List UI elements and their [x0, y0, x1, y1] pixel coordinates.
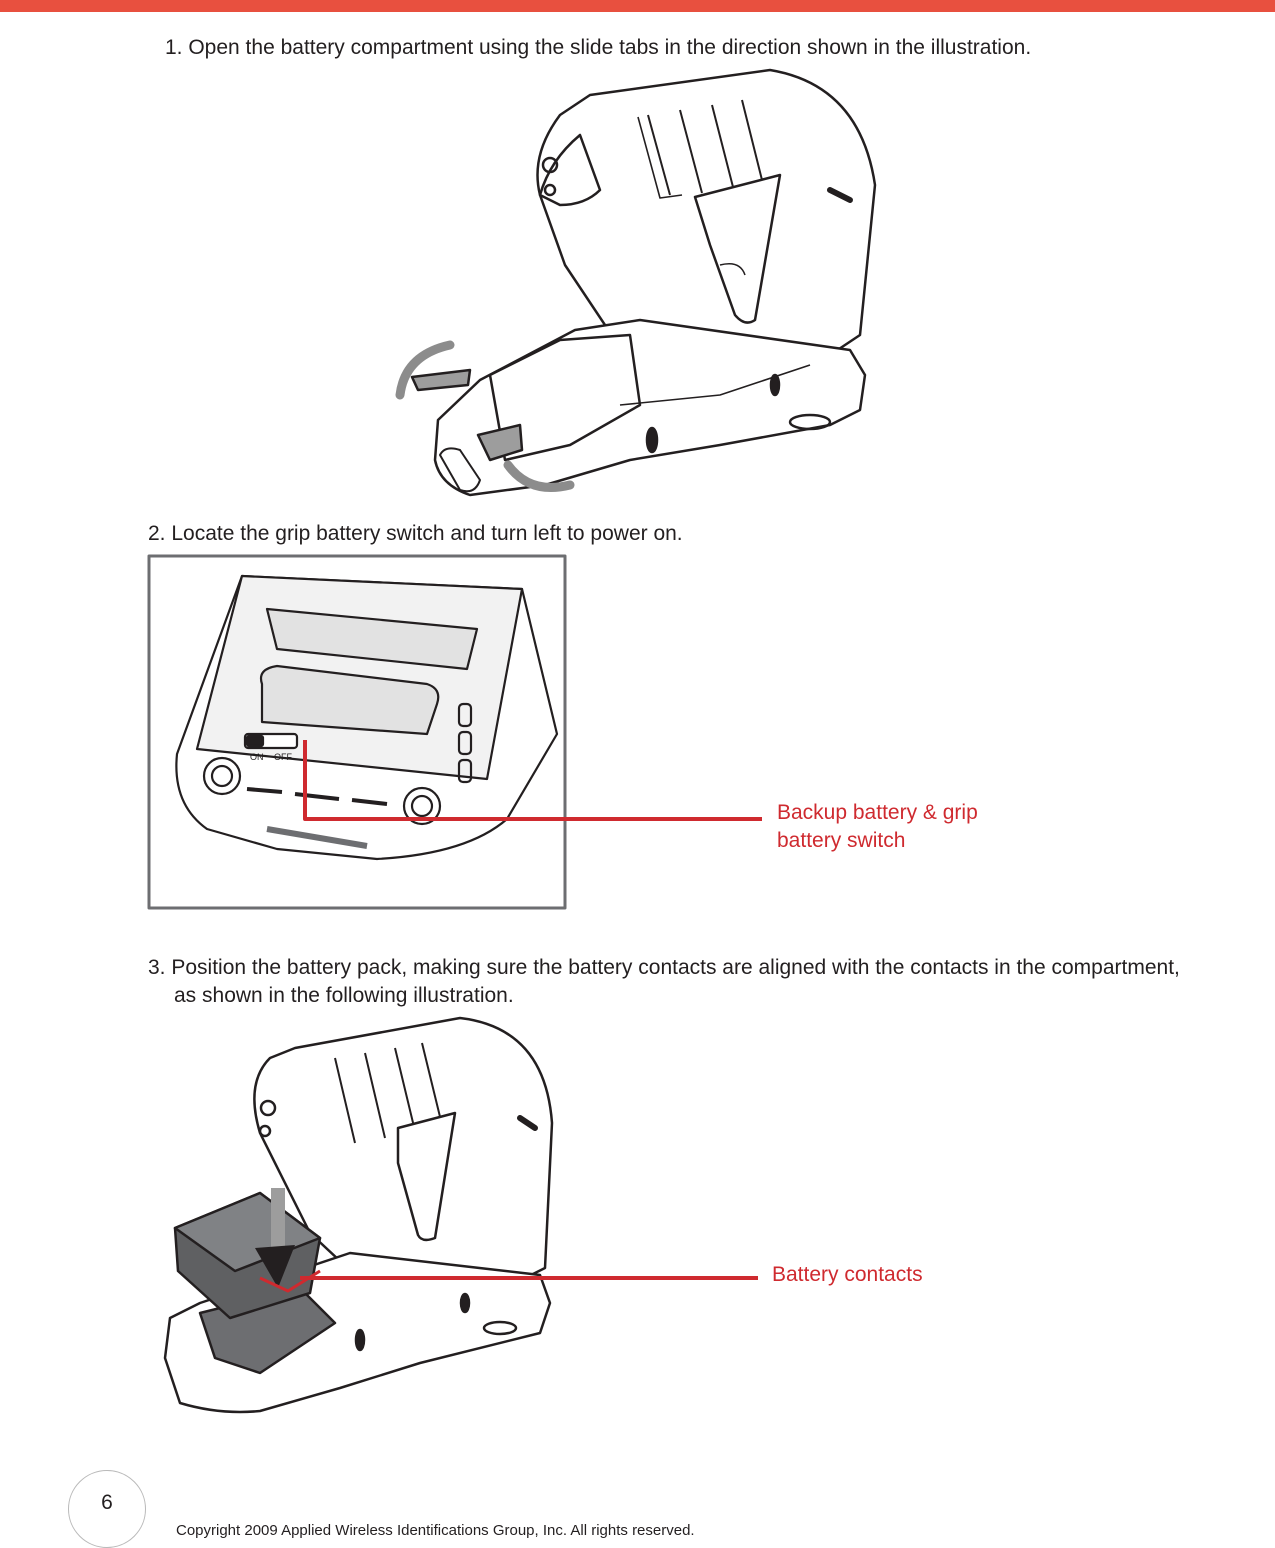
switch-on-label: ON — [250, 752, 264, 762]
switch-off-label: OFF — [274, 752, 292, 762]
page-number-badge — [68, 1470, 146, 1548]
step-3-text: 3. Position the battery pack, making sure the battery contacts are aligned with the contacts in the compartment, as shown in the following illustration. — [148, 956, 1180, 1007]
battery-compartment-closeup — [147, 554, 767, 912]
battery-pack-insertion-illustration — [160, 1013, 760, 1423]
page-number: 6 — [101, 1491, 113, 1514]
step-1-text: 1. Open the battery compartment using the slide tabs in the direction shown in the illustration. — [165, 36, 1032, 59]
grip-open-compartment-illustration — [390, 65, 880, 515]
backup-battery-switch-callout: Backup battery & grip battery switch — [777, 801, 978, 852]
copyright-notice: Copyright 2009 Applied Wireless Identifications Group, Inc. All rights reserved. — [176, 1522, 695, 1539]
top-accent-bar — [0, 0, 1275, 12]
step-2-text: 2. Locate the grip battery switch and turn left to power on. — [148, 522, 683, 545]
battery-contacts-callout: Battery contacts — [772, 1263, 923, 1286]
